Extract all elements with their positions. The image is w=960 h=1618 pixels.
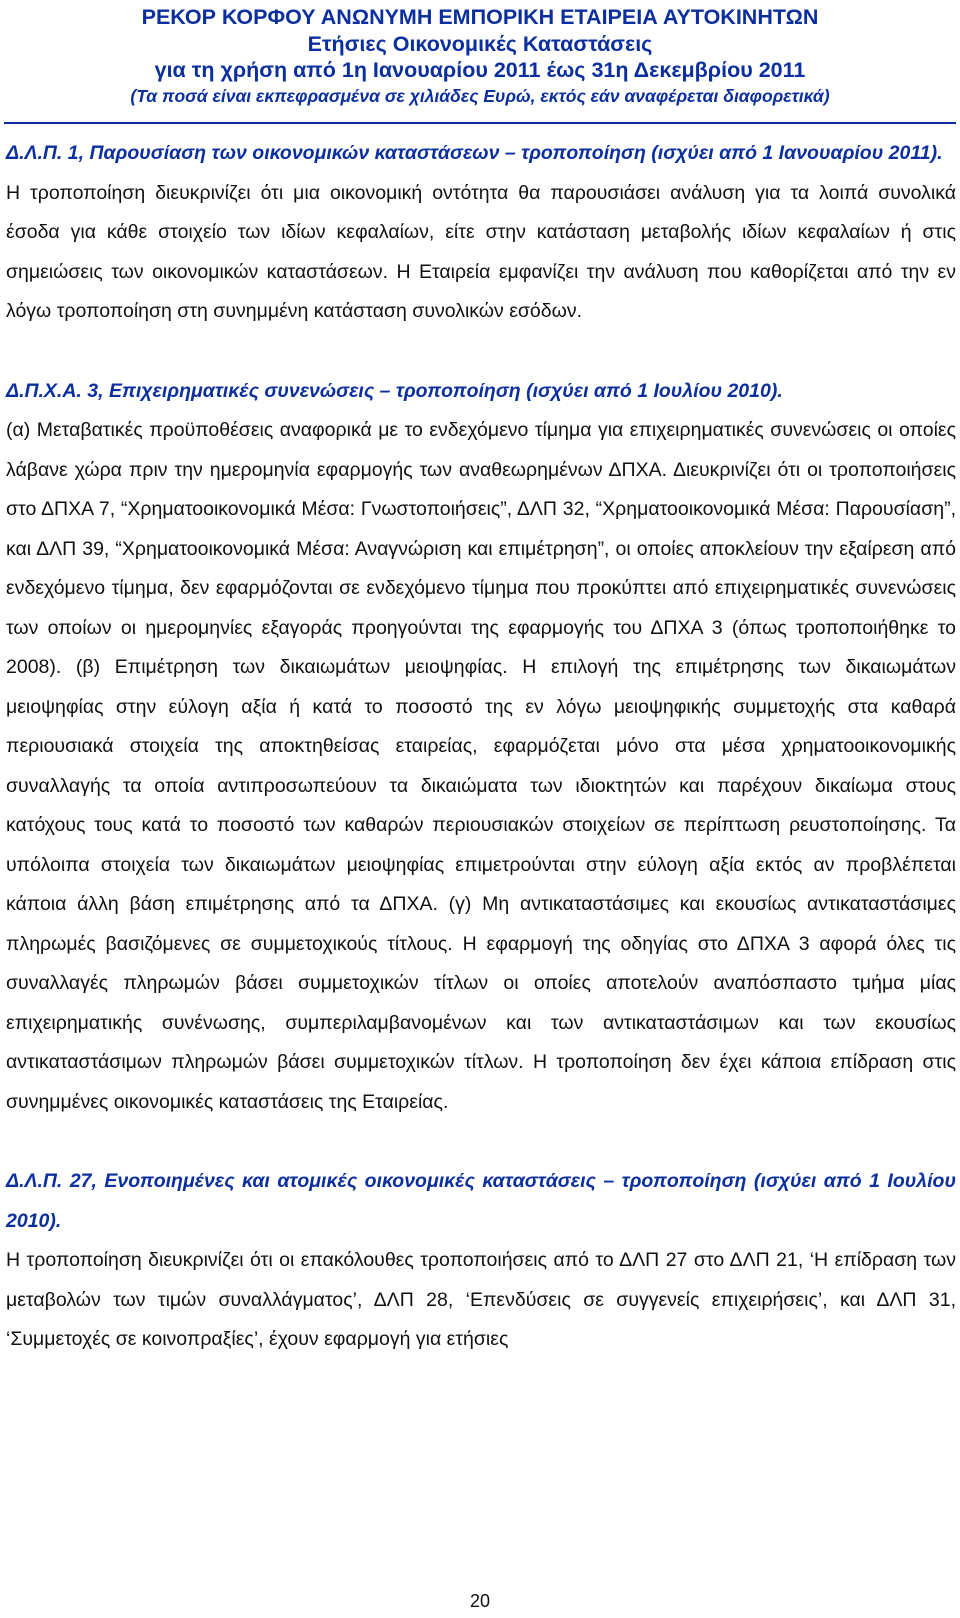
page-header — [0, 4, 960, 108]
header-divider — [4, 122, 956, 124]
currency-note: (Τα ποσά είναι εκπεφρασμένα σε χιλιάδες Ευρώ, εκτός εάν αναφέρεται διαφορετικά) — [130, 85, 830, 106]
section-body-ias27: Η τροποποίηση διευκρινίζει ότι οι επακόλουθες τροποποιήσεις από το ΔΛΠ 27 στο ΔΛΠ 21, ‘Η επίδραση των μεταβολών των τιμών συναλλάγματος’, ΔΛΠ 28, ‘Επενδύσεις σε συγγενείς επιχειρήσεις’, και ΔΛΠ 31, ‘Συμμετοχές σε κοινοπραξίες’, έχουν εφαρμογή για ετήσιες — [6, 1249, 956, 1350]
document-body — [6, 134, 956, 1360]
reporting-period: για τη χρήση από 1η Ιανουαρίου 2011 έως 31η Δεκεμβρίου 2011 — [154, 58, 806, 82]
section-title-ifrs3: Δ.Π.Χ.Α. 3, Επιχειρηματικές συνενώσεις – τροποποίηση (ισχύει από 1 Ιουλίου 2010). — [6, 379, 783, 402]
section-spacer — [6, 1122, 956, 1162]
document-title: Ετήσιες Οικονομικές Καταστάσεις — [307, 31, 653, 56]
section-spacer — [6, 332, 956, 372]
company-name: ΡΕΚΟΡ ΚΟΡΦΟΥ ΑΝΩΝΥΜΗ ΕΜΠΟΡΙΚΗ ΕΤΑΙΡΕΙΑ ΑΥΤΟΚΙΝΗΤΩΝ — [141, 5, 819, 29]
page-number: 20 — [469, 1591, 491, 1611]
section-title-ias27: Δ.Λ.Π. 27, Ενοποιημένες και ατομικές οικονομικές καταστάσεις – τροποποίηση (ισχύει από 1 Ιουλίου 2010). — [6, 1170, 956, 1232]
section-title-ias1: Δ.Λ.Π. 1, Παρουσίαση των οικονομικών καταστάσεων – τροποποίηση (ισχύει από 1 Ιανουαρίου 2011). — [6, 142, 943, 164]
section-body-ifrs3: (α) Μεταβατικές προϋποθέσεις αναφορικά με το ενδεχόμενο τίμημα για επιχειρηματικές συνενώσεις οι οποίες λάβανε χώρα πριν την ημερομηνία εφαρμογής των αναθεωρημένων ΔΠΧΑ. Διευκρινίζει ότι οι τροποποιήσεις στο ΔΠΧΑ 7, “Χρηματοοικονομικά Μέσα: Γνωστοποιήσεις”, ΔΛΠ 32, “Χρηματοοικονομικά Μέσα: Παρουσίαση”, και ΔΛΠ 39, “Χρηματοοικονομικά Μέσα: Αναγνώριση και επιμέτρηση”, οι οποίες αποκλείουν την εξαίρεση από ενδεχόμενο τίμημα, δεν εφαρμόζονται σε ενδεχόμενο τίμημα που προκύπτει από επιχειρηματικές συνενώσεις των οποίων οι ημερομηνίες εξαγοράς προηγούνται της εφαρμογής του ΔΠΧΑ 3 (όπως τροποποιήθηκε το 2008). (β) Επιμέτρηση των δικαιωμάτων μειοψηφίας. Η επιλογή της επιμέτρησης των δικαιωμάτων μειοψηφίας στην εύλογη αξία ή κατά το ποσοστό της εν λόγω μειοψηφικής συμμετοχής στα καθαρά περιουσιακά στοιχεία της αποκτηθείσας εταιρείας, εφαρμόζεται μόνο στα μέσα χρηματοοικονομικής συναλλαγής τα οποία αντιπροσωπεύουν τα δικαιώματα των ιδιοκτητών και παρέχουν δικαίωμα στους κατόχους τους κατά το ποσοστό των καθαρών περιουσιακών στοιχείων σε περίπτωση ρευστοποίησης. Τα υπόλοιπα στοιχεία των δικαιωμάτων μειοψηφίας επιμετρούνται στην εύλογη αξία εκτός αν προβλέπεται κάποια άλλη βάση επιμέτρησης από τα ΔΠΧΑ. (γ) Μη αντικαταστάσιμες και εκουσίως αντικαταστάσιμες πληρωμές βασιζόμενες σε συμμετοχικούς τίτλους. Η εφαρμογή της οδηγίας στο ΔΠΧΑ 3 αφορά όλες τις συναλλαγές πληρωμών βάσει συμμετοχικών τίτλων οι οποίες αποτελούν αναπόσπαστο τμήμα μίας επιχειρηματικής συνένωσης, συμπεριλαμβανομένων και των αντικαταστάσιμων και των εκουσίως αντικαταστάσιμων πληρωμών βάσει συμμετοχικών τίτλων. Η τροποποίηση δεν έχει κάποια επίδραση στις συνημμένες οικονομικές καταστάσεις της Εταιρείας. — [6, 419, 956, 1113]
section-body-ias1: Η τροποποίηση διευκρινίζει ότι μια οικονομική οντότητα θα παρουσιάσει ανάλυση για τα λοιπά συνολικά έσοδα για κάθε στοιχείο των ιδίων κεφαλαίων, είτε στην κατάσταση μεταβολής ιδίων κεφαλαίων ή στις σημειώσεις των οικονομικών καταστάσεων. Η Εταιρεία εμφανίζει την ανάλυση που καθορίζεται από την εν λόγω τροποποίηση στη συνημμένη κατάσταση συνολικών εσόδων. — [6, 181, 956, 322]
